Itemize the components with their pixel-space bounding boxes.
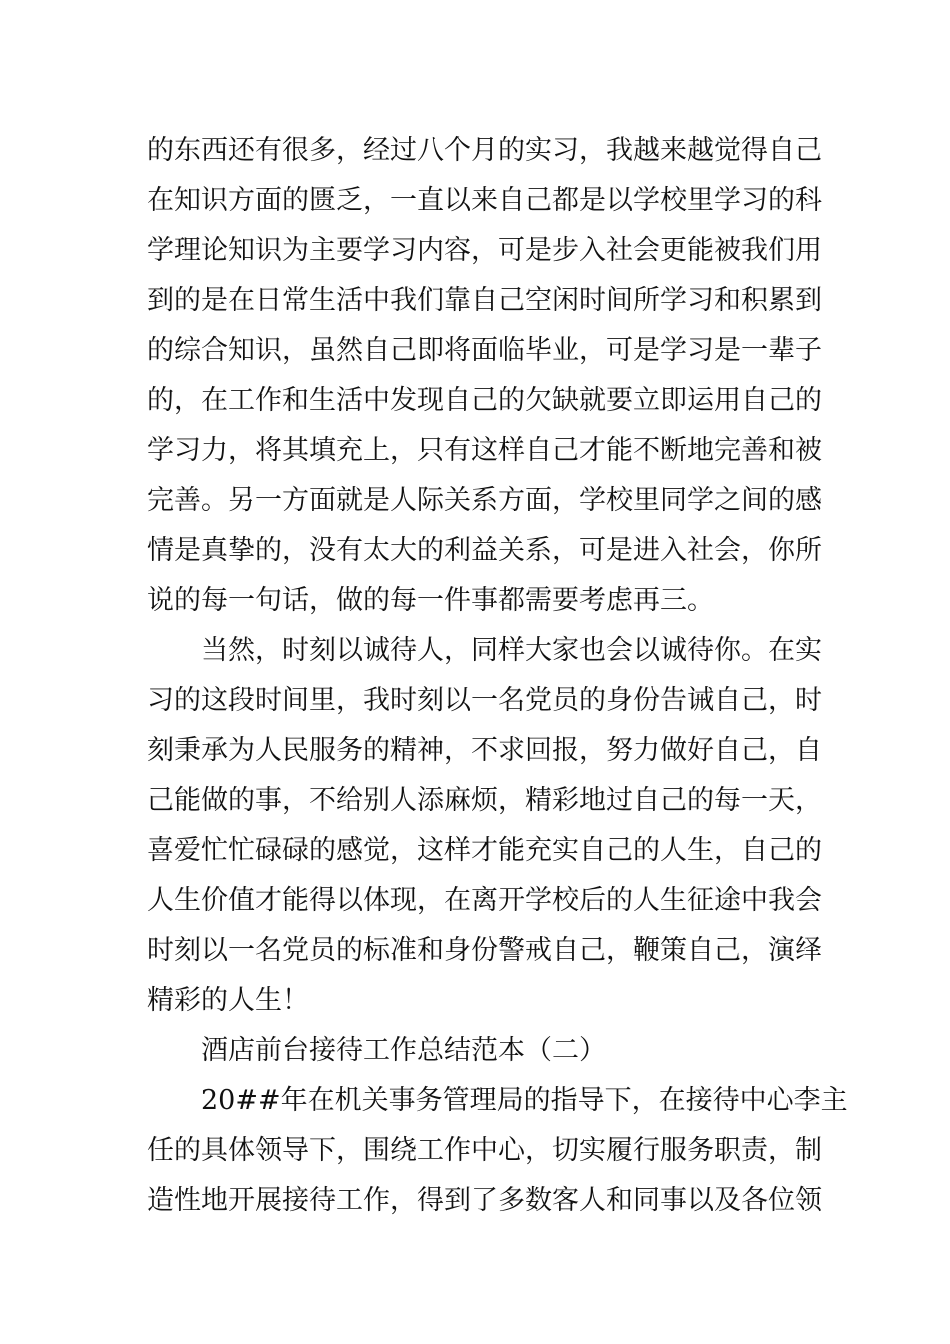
text-line: 的综合知识，虽然自己即将面临毕业，可是学习是一辈子: [147, 335, 822, 366]
text-line: 的东西还有很多，经过八个月的实习，我越来越觉得自己: [147, 135, 822, 166]
text-line: 完善。另一方面就是人际关系方面，学校里同学之间的感: [147, 485, 822, 516]
text-line: 在知识方面的匮乏，一直以来自己都是以学校里学习的科: [147, 185, 822, 216]
text-line: 说的每一句话，做的每一件事都需要考虑再三。: [147, 585, 714, 616]
text-line: 任的具体领导下，围绕工作中心，切实履行服务职责，制: [147, 1135, 822, 1166]
body-text: [147, 126, 848, 1226]
text-line: 刻秉承为人民服务的精神，不求回报，努力做好自己，自: [147, 735, 822, 766]
text-line: 精彩的人生！: [147, 985, 309, 1016]
text-line: 己能做的事，不给别人添麻烦，精彩地过自己的每一天，: [147, 785, 822, 816]
text-line: 学理论知识为主要学习内容，可是步入社会更能被我们用: [147, 235, 822, 266]
section-heading: 酒店前台接待工作总结范本（二）: [201, 1035, 606, 1066]
text-line: 时刻以一名党员的标准和身份警戒自己，鞭策自己，演绎: [147, 935, 822, 966]
text-line: 造性地开展接待工作，得到了多数客人和同事以及各位领: [147, 1185, 822, 1216]
text-line: 学习力，将其填充上，只有这样自己才能不断地完善和被: [147, 435, 822, 466]
text-line: 喜爱忙忙碌碌的感觉，这样才能充实自己的人生，自己的: [147, 835, 822, 866]
paragraph-first-line: 当然，时刻以诚待人，同样大家也会以诚待你。在实: [201, 635, 822, 666]
text-line: 人生价值才能得以体现，在离开学校后的人生征途中我会: [147, 885, 822, 916]
text-line: 的，在工作和生活中发现自己的欠缺就要立即运用自己的: [147, 385, 822, 416]
text-line: 习的这段时间里，我时刻以一名党员的身份告诫自己，时: [147, 685, 822, 716]
paragraph-first-line: 20##年在机关事务管理局的指导下，在接待中心李主: [201, 1085, 848, 1116]
text-line: 到的是在日常生活中我们靠自己空闲时间所学习和积累到: [147, 285, 822, 316]
text-line: 情是真挚的，没有太大的利益关系，可是进入社会，你所: [147, 535, 822, 566]
